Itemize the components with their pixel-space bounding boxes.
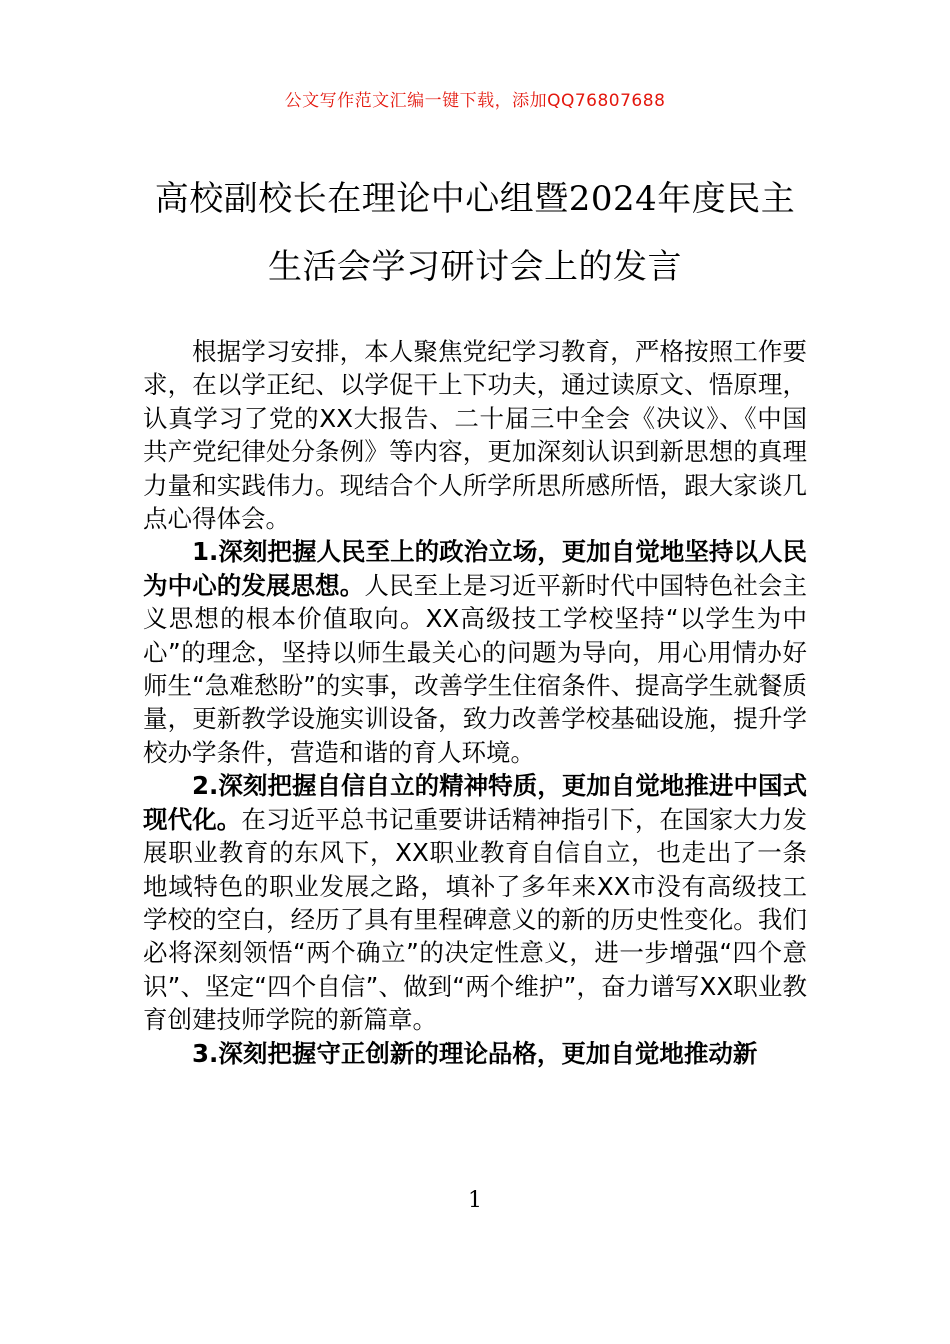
paragraph-point-3	[143, 1037, 807, 1070]
paragraph-intro	[143, 335, 807, 535]
title-line-2: 生活会学习研讨会上的发言	[268, 247, 682, 287]
document-body	[143, 335, 807, 1070]
page-number: 1	[468, 1188, 482, 1213]
paragraph-point-1	[143, 535, 807, 769]
document-title	[120, 165, 830, 301]
paragraph-lead: 3.深刻把握守正创新的理论品格，更加自觉地推动新	[192, 1038, 758, 1068]
paragraph-point-2	[143, 769, 807, 1036]
paragraph-lead: 1.深刻把握人民至上的政治立场，更加自觉地坚持以人民为中心的发展思想。	[143, 537, 807, 600]
paragraph-text: 根据学习安排，本人聚焦党纪学习教育，严格按照工作要求，在以学正纪、以学促干上下功夫，通过读原文、悟原理，认真学习了党的XX大报告、二十届三中全会《决议》、《中国共产党纪律处分条例》等内容，更加深刻认识到新思想的真理力量和实践伟力。现结合个人所学所思所感所悟，跟大家谈几点心得体会。	[143, 337, 807, 534]
paragraph-text: 人民至上是习近平新时代中国特色社会主义思想的根本价值取向。XX高级技工学校坚持“以学生为中心”的理念，坚持以师生最关心的问题为导向，用心用情办好师生“急难愁盼”的实事，改善学生住宿条件、提高学生就餐质量，更新教学设施实训设备，致力改善学校基础设施，提升学校办学条件，营造和谐的育人环境。	[143, 570, 808, 767]
paragraph-text: 在习近平总书记重要讲话精神指引下，在国家大力发展职业教育的东风下，XX职业教育自信自立，也走出了一条地域特色的职业发展之路，填补了多年来XX市没有高级技工学校的空白，经历了具有里程碑意义的新的历史性变化。我们必将深刻领悟“两个确立”的决定性意义，进一步增强“四个意识”、坚定“四个自信”、做到“两个维护”，奋力谱写XX职业教育创建技师学院的新篇章。	[143, 804, 808, 1035]
download-promo-note: 公文写作范文汇编一键下载，添加QQ76807688	[284, 91, 666, 111]
paragraph-lead: 2.深刻把握自信自立的精神特质，更加自觉地推进中国式现代化。	[143, 771, 807, 834]
title-line-1: 高校副校长在理论中心组暨2024年度民主	[154, 179, 796, 219]
